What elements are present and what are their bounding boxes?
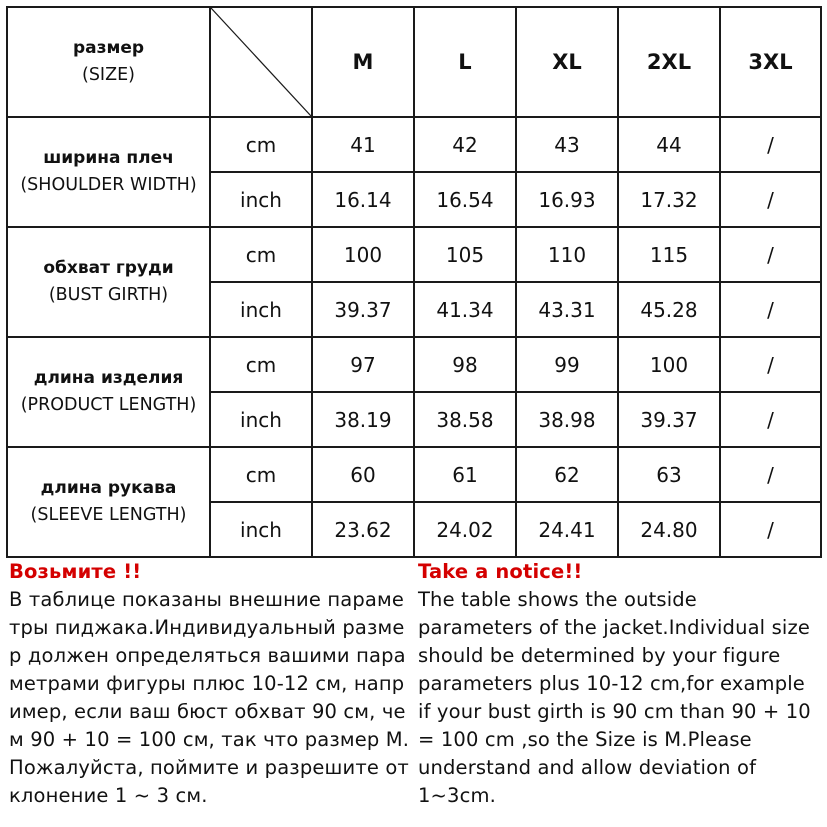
diagonal-divider-cell <box>210 7 312 117</box>
size-label-ru: размер <box>72 38 145 58</box>
notice-line: клонение 1 ~ 3 см. <box>9 784 208 807</box>
unit-cell: inch <box>210 282 312 337</box>
value-cell: 62 <box>516 447 618 502</box>
value-cell: 60 <box>312 447 414 502</box>
notice-line: = 100 cm ,so the Size is M.Please <box>418 728 752 751</box>
value-cell: 24.80 <box>618 502 720 557</box>
value-cell: 38.58 <box>414 392 516 447</box>
value-cell: 100 <box>312 227 414 282</box>
value-cell: / <box>720 337 821 392</box>
measurement-label-en: (SLEEVE LENGTH) <box>30 505 187 525</box>
size-header-xl: XL <box>516 7 618 117</box>
value-cell: 16.54 <box>414 172 516 227</box>
unit-cell: cm <box>210 447 312 502</box>
unit-cell: cm <box>210 117 312 172</box>
notice-line: В таблице показаны внешние параме <box>9 588 404 611</box>
value-cell: 16.14 <box>312 172 414 227</box>
value-cell: 98 <box>414 337 516 392</box>
value-cell: / <box>720 172 821 227</box>
notice-title-ru: Возьмите !! <box>9 560 142 583</box>
notice-line: parameters plus 10-12 cm,for example <box>418 672 805 695</box>
value-cell: / <box>720 392 821 447</box>
value-cell: 24.41 <box>516 502 618 557</box>
value-cell: 45.28 <box>618 282 720 337</box>
value-cell: / <box>720 502 821 557</box>
value-cell: / <box>720 117 821 172</box>
value-cell: 97 <box>312 337 414 392</box>
notice-line: Пожалуйста, поймите и разрешите от <box>9 756 409 779</box>
notice-line: if your bust girth is 90 cm than 90 + 10 <box>418 700 811 723</box>
unit-cell: cm <box>210 337 312 392</box>
notice-line: метрами фигуры плюс 10-12 см, напр <box>9 672 405 695</box>
size-corner-label <box>7 7 210 117</box>
value-cell: / <box>720 447 821 502</box>
notice-english <box>418 558 820 810</box>
value-cell: 43 <box>516 117 618 172</box>
table-row <box>7 117 821 172</box>
value-cell: 42 <box>414 117 516 172</box>
measurement-label <box>7 337 210 447</box>
value-cell: 17.32 <box>618 172 720 227</box>
value-cell: 23.62 <box>312 502 414 557</box>
value-cell: 38.98 <box>516 392 618 447</box>
value-cell: / <box>720 227 821 282</box>
value-cell: 38.19 <box>312 392 414 447</box>
value-cell: 105 <box>414 227 516 282</box>
value-cell: 39.37 <box>618 392 720 447</box>
notice-text-ru <box>9 586 409 810</box>
unit-cell: inch <box>210 502 312 557</box>
size-chart-table <box>6 6 822 558</box>
value-cell: 44 <box>618 117 720 172</box>
value-cell: 63 <box>618 447 720 502</box>
size-header-m: M <box>312 7 414 117</box>
notice-line: The table shows the outside <box>418 588 697 611</box>
measurement-label <box>7 447 210 557</box>
header-row <box>7 7 821 117</box>
value-cell: 99 <box>516 337 618 392</box>
size-label-en: (SIZE) <box>82 65 135 85</box>
measurement-label-en: (BUST GIRTH) <box>48 285 169 305</box>
value-cell: 61 <box>414 447 516 502</box>
measurement-label-ru: длина изделия <box>33 368 184 388</box>
measurement-label-ru: длина рукава <box>40 478 177 498</box>
notice-line: parameters of the jacket.Individual size <box>418 616 811 639</box>
notice-russian <box>9 558 409 810</box>
table-row <box>7 447 821 502</box>
measurement-label-ru: обхват груди <box>43 258 174 278</box>
table-row <box>7 337 821 392</box>
value-cell: 24.02 <box>414 502 516 557</box>
value-cell: 41 <box>312 117 414 172</box>
size-header-2xl: 2XL <box>618 7 720 117</box>
value-cell: 16.93 <box>516 172 618 227</box>
value-cell: / <box>720 282 821 337</box>
notice-line: understand and allow deviation of <box>418 756 757 779</box>
value-cell: 43.31 <box>516 282 618 337</box>
notice-line: м 90 + 10 = 100 см, так что размер М. <box>9 728 410 751</box>
size-header-3xl: 3XL <box>720 7 821 117</box>
measurement-label-ru: ширина плеч <box>43 148 174 168</box>
notice-line: имер, если ваш бюст обхват 90 см, че <box>9 700 406 723</box>
table-row <box>7 227 821 282</box>
value-cell: 100 <box>618 337 720 392</box>
notice-line: 1~3cm. <box>418 784 496 807</box>
unit-cell: inch <box>210 172 312 227</box>
notice-line: тры пиджака.Индивидуальный разме <box>9 616 405 639</box>
value-cell: 115 <box>618 227 720 282</box>
unit-cell: inch <box>210 392 312 447</box>
value-cell: 39.37 <box>312 282 414 337</box>
measurement-label <box>7 117 210 227</box>
notice-line: should be determined by your figure <box>418 644 781 667</box>
notice-text-en <box>418 586 820 810</box>
notice-line: р должен определяться вашими пара <box>9 644 406 667</box>
diagonal-line <box>211 8 311 116</box>
measurement-label-en: (PRODUCT LENGTH) <box>20 395 197 415</box>
size-header-l: L <box>414 7 516 117</box>
notice-title-en: Take a notice!! <box>418 560 583 583</box>
measurement-label-en: (SHOULDER WIDTH) <box>20 175 197 195</box>
unit-cell: cm <box>210 227 312 282</box>
value-cell: 110 <box>516 227 618 282</box>
value-cell: 41.34 <box>414 282 516 337</box>
measurement-label <box>7 227 210 337</box>
